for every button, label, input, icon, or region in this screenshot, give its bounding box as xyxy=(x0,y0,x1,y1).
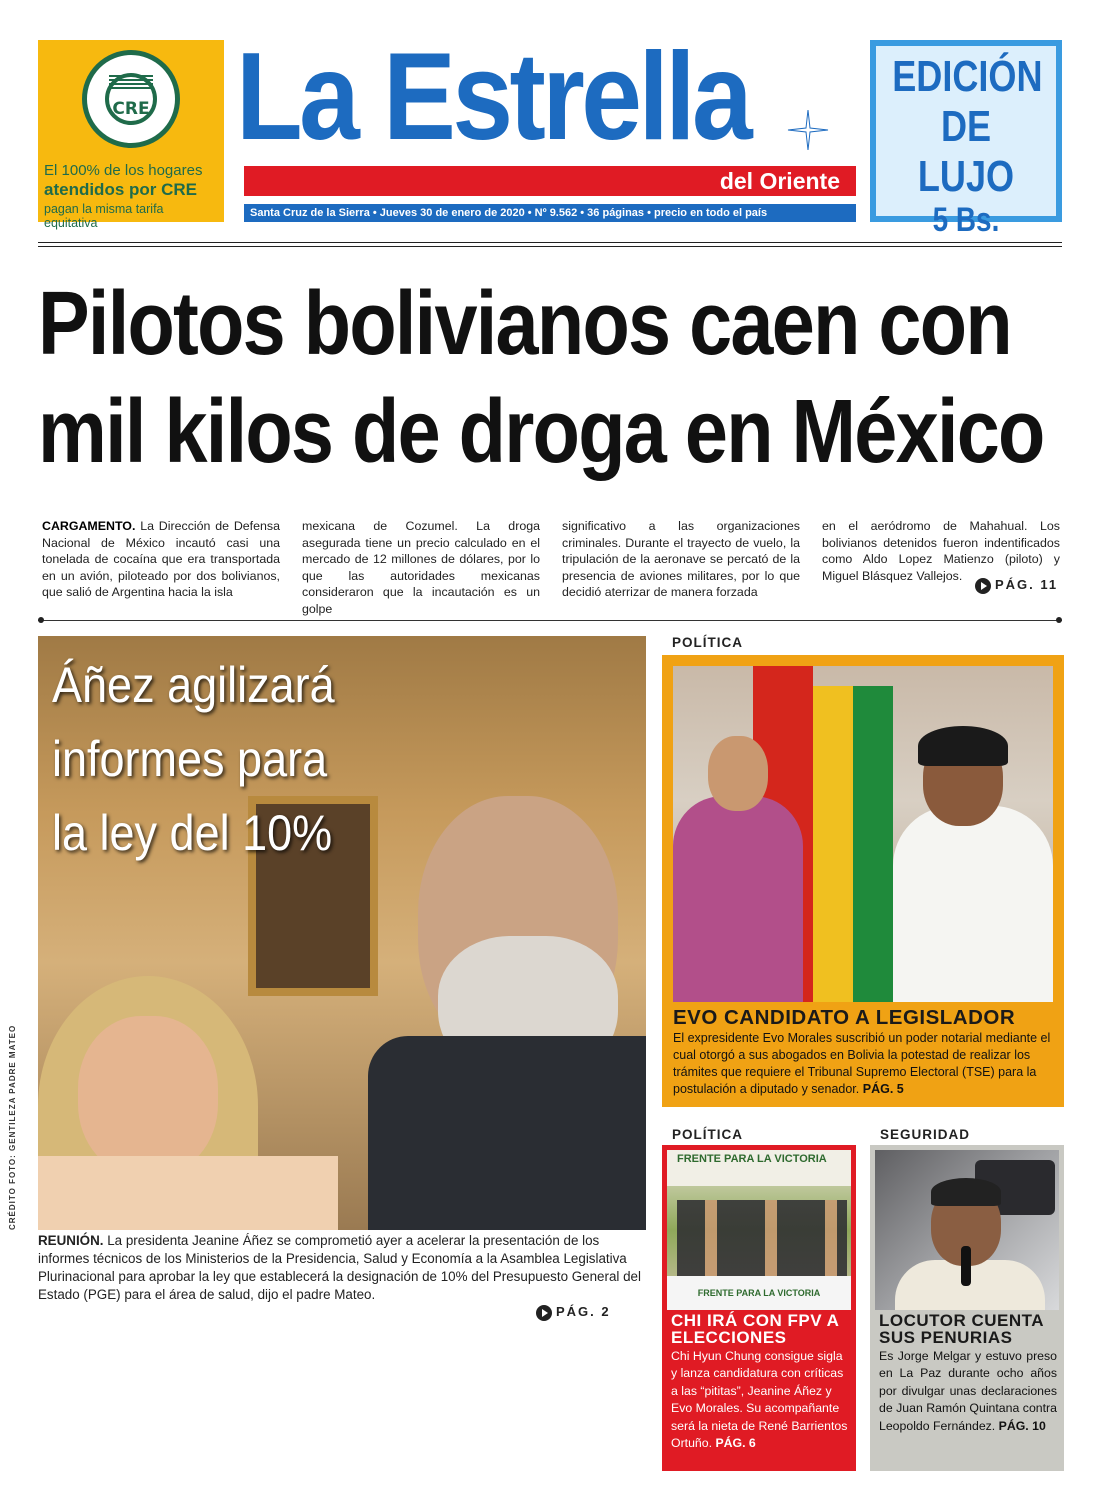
lead-kicker: CARGAMENTO. xyxy=(42,519,136,533)
lead-column-4-text: en el aeródromo de Mahahual. Los bolivianos detenidos fueron indentificados como Aldo Lopez Matienzo (piloto) y Miguel Blásquez Vallejos. xyxy=(822,519,1060,583)
cre-logo-text: CRE xyxy=(112,99,150,119)
locutor-story-photo xyxy=(875,1150,1059,1310)
chi-page-ref[interactable]: PÁG. 6 xyxy=(715,1436,756,1451)
lead-page-ref[interactable] xyxy=(975,577,1058,594)
lead-column-3 xyxy=(562,518,800,601)
cre-logo xyxy=(82,50,180,148)
masthead-rule-bottom xyxy=(38,246,1062,247)
photo-flag-green xyxy=(853,686,893,1002)
photo-credit: CRÉDITO FOTO: GENTILEZA PADRE MATEO xyxy=(8,1024,17,1230)
chi-story-title: CHI IRÁ CON FPV A ELECCIONES xyxy=(671,1311,839,1347)
cre-logo-stripes xyxy=(109,75,153,89)
main-headline-line-1: Áñez agilizará xyxy=(52,657,335,713)
lead-column-4 xyxy=(822,518,1060,584)
cre-ad-line-2: atendidos por CRE xyxy=(44,180,198,199)
newspaper-subtitle: del Oriente xyxy=(719,168,840,194)
main-caption-text: La presidenta Jeanine Áñez se comprometió ayer a acelerar la presentación de los informes técnicos de los Ministerios de la Presidencia, Salud y Economía a la Asamblea Legislativa Plurinacional para aprobar la ley que establecerá la designación de 10% del Presupuesto General del Estado (PGE) para el área de salud, dijo el padre Mateo. xyxy=(38,1233,641,1302)
lead-headline-line-2: mil kilos de droga en México xyxy=(38,382,1044,482)
evo-story-body: El expresidente Evo Morales suscribió un poder notarial mediante el cual otorgó a sus abogados en Bolivia la potestad de realizar los trámites que requiere el Tribunal Supremo Electoral (TSE) para la postulación a diputado y senador. xyxy=(673,1031,1051,1096)
divider-dot-right xyxy=(1056,617,1062,623)
main-story-headline xyxy=(52,648,430,870)
lead-column-2-text: mexicana de Cozumel. La droga asegurada tiene un precio calculado en el mercado de 12 millones de dólares, por lo que las autoridades mexicanas consideraron que la incautación es un golpe xyxy=(302,519,540,616)
cre-ad-line-3: pagan la misma tarifa equitativa xyxy=(44,202,164,230)
lead-column-1 xyxy=(42,518,280,601)
photo-person-right-hair xyxy=(918,726,1008,766)
play-arrow-icon xyxy=(536,1305,552,1321)
photo-crowd xyxy=(677,1200,847,1280)
cre-advertisement xyxy=(38,40,224,230)
main-headline-line-2: informes para xyxy=(52,731,328,787)
divider-dot-left xyxy=(38,617,44,623)
lead-column-1-text: La Dirección de Defensa Nacional de México incautó casi una tonelada de cocaína que era transportada en un avión, piloteado por dos bolivianos, que salió de Argentina hacia la isla xyxy=(42,519,280,600)
locutor-section-label: SEGURIDAD xyxy=(880,1127,971,1142)
lead-column-3-text: significativo a las organizaciones criminales. Durante el trayecto de vuelo, la tripulación de la aeronave se percató de la presencia de aviones militares, por lo que decidió aterrizar de manera forzada xyxy=(562,519,800,600)
deluxe-line-1: EDICIÓN xyxy=(892,52,1043,101)
lead-headline-line-1: Pilotos bolivianos caen con xyxy=(38,274,1011,374)
locutor-story-body: Es Jorge Melgar y estuvo preso en La Paz durante ocho años por divulgar unas declaraciones de Juan Ramón Quintana contra Leopoldo Fernández. xyxy=(879,1349,1057,1433)
play-arrow-icon xyxy=(975,578,991,594)
deluxe-edition-badge xyxy=(870,40,1062,239)
locutor-story-title: LOCUTOR CUENTA SUS PENURIAS xyxy=(879,1311,1044,1347)
main-caption-kicker: REUNIÓN. xyxy=(38,1233,104,1248)
evo-story-title: EVO CANDIDATO A LEGISLADOR xyxy=(673,1006,1016,1029)
lead-headline xyxy=(38,270,1044,486)
photo-man-suit xyxy=(368,1036,646,1230)
evo-story-photo xyxy=(673,666,1053,1002)
photo-woman-shirt xyxy=(38,1156,338,1230)
chi-section-label: POLÍTICA xyxy=(672,1127,743,1142)
star-icon xyxy=(786,108,830,152)
lead-column-2 xyxy=(302,518,540,618)
cre-ad-line-1: El 100% de los hogares xyxy=(44,162,203,179)
photo-person-left-head xyxy=(708,736,768,811)
main-headline-line-3: la ley del 10% xyxy=(52,805,333,861)
photo-person-left xyxy=(673,796,803,1002)
photo-banner: FRENTE PARA LA VICTORIA xyxy=(667,1150,851,1186)
edition-info: Santa Cruz de la Sierra • Jueves 30 de enero de 2020 • Nº 9.562 • 36 páginas • precio en todo el país xyxy=(250,207,768,219)
chi-story-body: Chi Hyun Chung consigue sigla y lanza candidatura con críticas a las “pititas”, Jeanine Áñez y Evo Morales. Su acompañante será la nieta de René Barrientos Ortuño. xyxy=(671,1349,848,1451)
evo-page-ref[interactable]: PÁG. 5 xyxy=(862,1082,904,1096)
evo-section-label: POLÍTICA xyxy=(672,635,743,650)
photo-woman-face xyxy=(78,1016,218,1176)
masthead-rule-top xyxy=(38,242,1062,243)
photo-person-right xyxy=(893,806,1053,1002)
photo-flag-yellow xyxy=(813,686,853,1002)
lead-page-ref-label: PÁG. 11 xyxy=(995,577,1059,592)
photo-hair xyxy=(931,1178,1001,1206)
newspaper-title: La Estrella xyxy=(236,28,750,166)
main-page-ref[interactable] xyxy=(536,1304,611,1321)
section-divider xyxy=(38,620,1062,621)
locutor-page-ref[interactable]: PÁG. 10 xyxy=(998,1418,1046,1433)
deluxe-price: 5 Bs. xyxy=(932,201,1000,239)
locutor-story-text xyxy=(879,1348,1057,1435)
photo-table-banner: FRENTE PARA LA VICTORIA xyxy=(667,1276,851,1310)
deluxe-line-2: DE LUJO xyxy=(917,102,1015,201)
main-page-ref-label: PÁG. 2 xyxy=(556,1304,611,1319)
chi-story-photo xyxy=(667,1150,851,1310)
main-story-caption xyxy=(38,1232,646,1304)
evo-story-text xyxy=(673,1030,1057,1098)
microphone-icon xyxy=(961,1246,971,1286)
chi-story-text xyxy=(671,1348,851,1452)
